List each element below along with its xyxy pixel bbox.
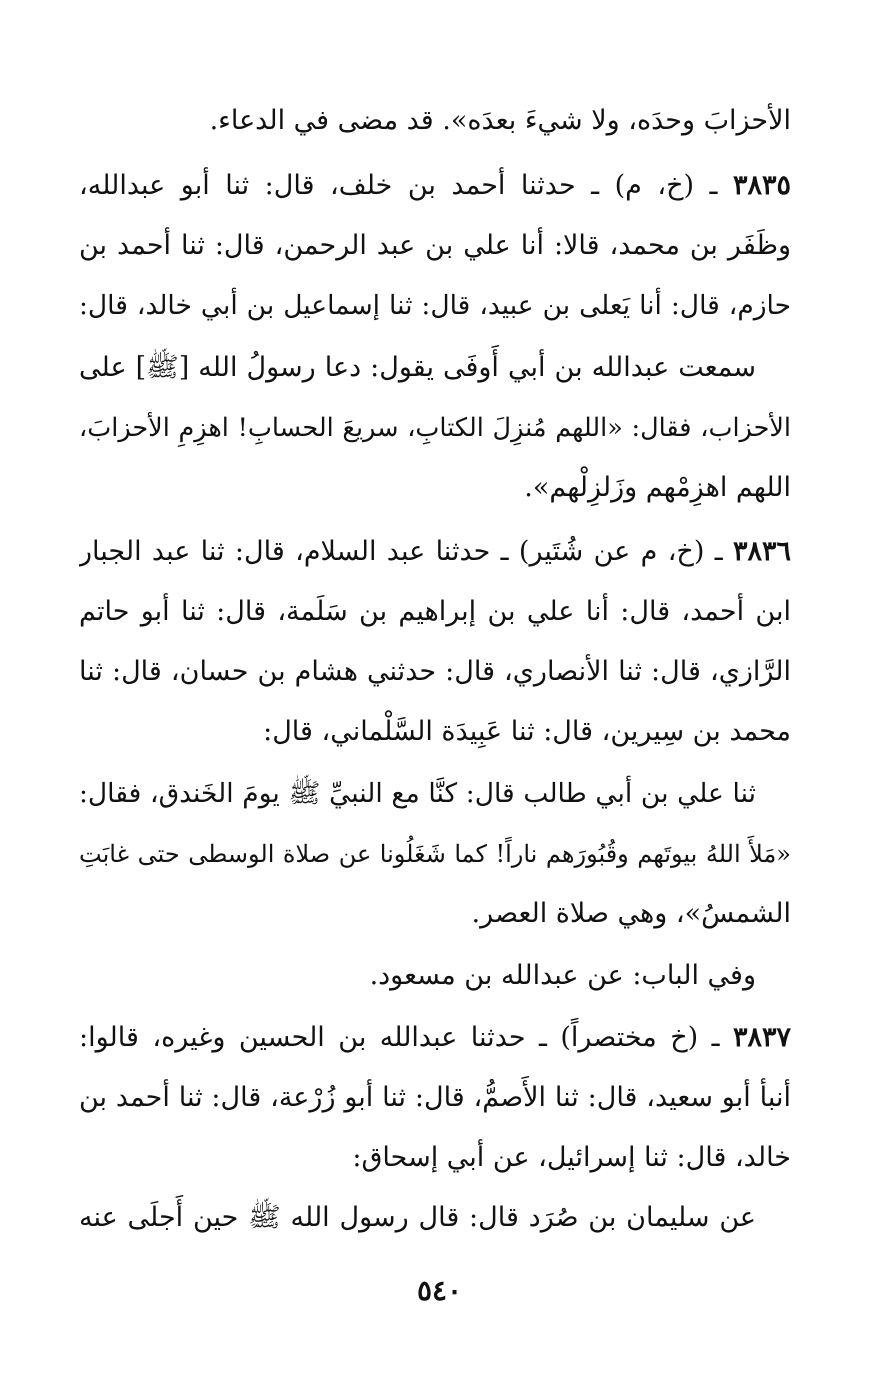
text-line-15: وفي الباب: عن عبدالله بن مسعود.: [369, 960, 756, 991]
text-line-12: ثنا علي بن أبي طالب قال: كنَّا مع النبيِّ ﷺ يومَ الخَندق، فقال:: [79, 778, 756, 809]
text-line-2: ـ (خ، م) ـ حدثنا أحمد بن خلف، قال: ثنا أبو عبدالله،: [79, 170, 718, 201]
hadith-number-3836: ٣٨٣٦: [732, 536, 791, 567]
hadith-3836-heading-line: [79, 522, 791, 582]
text-line-19: عن سليمان بن صُرَد قال: قال رسول الله ﷺ حين أَجلَى عنه: [79, 1202, 756, 1233]
text-line-4: حازم، قال: أنا يَعلى بن عبيد، قال: ثنا إسماعيل بن أبي خالد، قال:: [79, 290, 791, 321]
hadith-3835-heading-line: [79, 156, 791, 216]
page-number: ٥٤٠: [416, 1274, 463, 1307]
hadith-3837-heading-line: [79, 1008, 791, 1068]
hadith-number-3837: ٣٨٣٧: [732, 1022, 791, 1053]
text-line-14: الشمسُ»، وهي صلاة العصر.: [471, 898, 791, 929]
text-line-18: خالد، قال: ثنا إسرائيل، عن أبي إسحاق:: [352, 1142, 791, 1173]
text-line-7: اللهم اهزِمْهم وزَلزِلْهم».: [524, 472, 791, 503]
text-line-16: ـ (خ مختصراً) ـ حدثنا عبدالله بن الحسين وغيره، قالوا:: [79, 1022, 720, 1053]
text-line-8: ـ (خ، م عن شُتَير) ـ حدثنا عبد السلام، قال: ثنا عبد الجبار: [79, 536, 723, 567]
text-line-11: محمد بن سِيرين، قال: ثنا عَبِيدَة السَّلْماني، قال:: [263, 716, 791, 747]
text-line-9: ابن أحمد، قال: أنا علي بن إبراهيم بن سَلَمة، قال: ثنا أبو حاتم: [79, 596, 791, 627]
text-line-13: «مَلأَ اللهُ بيوتَهم وقُبُورَهم ناراً! كما شَغَلُونا عن صلاة الوسطى حتى غابَتِ: [79, 840, 791, 868]
text-line-3: وظَفَر بن محمد، قالا: أنا علي بن عبد الرحمن، قال: ثنا أحمد بن: [79, 230, 791, 261]
text-line-1: الأحزابَ وحدَه، ولا شيءَ بعدَه». قد مضى في الدعاء.: [209, 105, 791, 136]
text-line-10: الرَّازي، قال: ثنا الأنصاري، قال: حدثني هشام بن حسان، قال: ثنا: [79, 656, 791, 687]
text-line-6: الأحزاب، فقال: «اللهم مُنزِلَ الكتابِ، سريعَ الحسابِ! اهزِمِ الأحزابَ،: [79, 413, 791, 443]
text-line-17: أنبأ أبو سعيد، قال: ثنا الأَصمُّ، قال: ثنا أبو زُرْعة، قال: ثنا أحمد بن: [79, 1082, 791, 1113]
hadith-number-3835: ٣٨٣٥: [732, 170, 791, 201]
text-line-5: سمعت عبدالله بن أبي أَوفَى يقول: دعا رسولُ الله [ﷺ] على: [79, 352, 756, 383]
